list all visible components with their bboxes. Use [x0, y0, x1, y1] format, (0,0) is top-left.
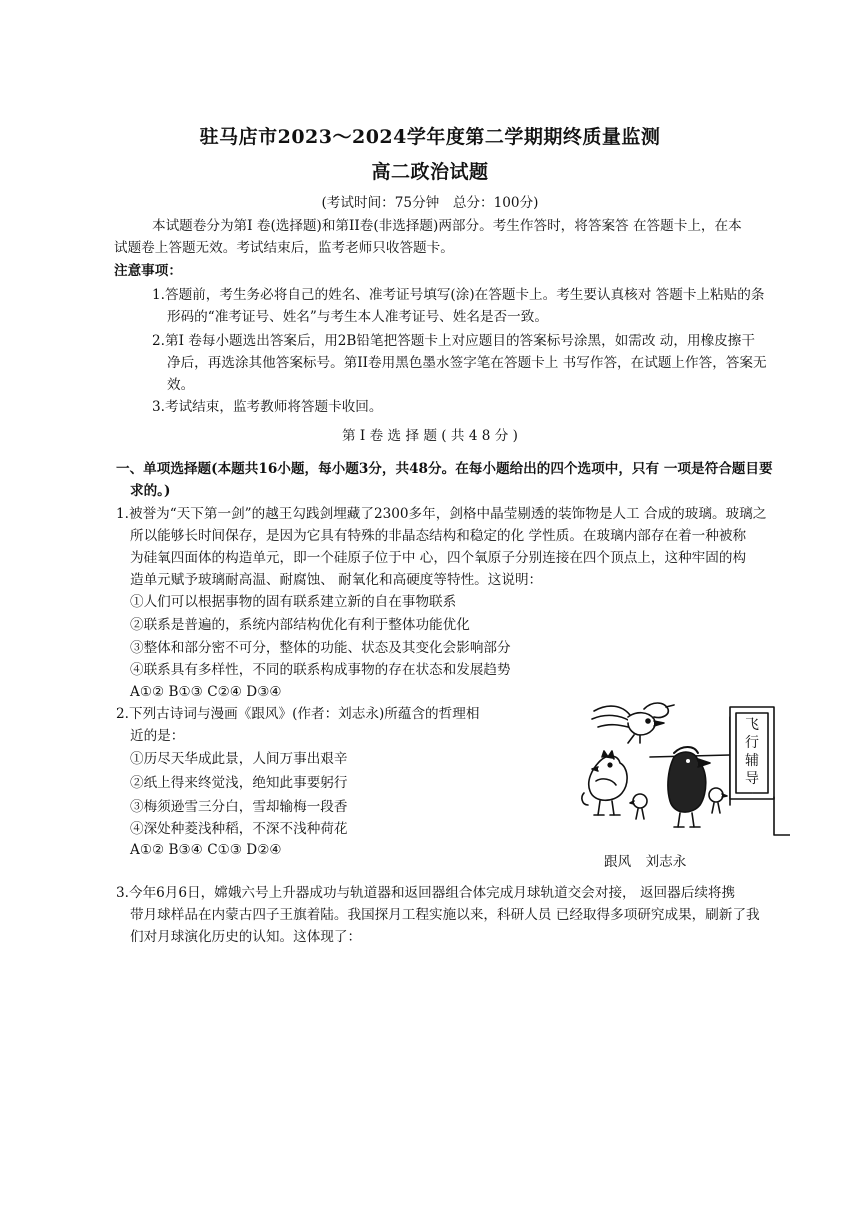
question-3-stem: 们对月球演化历史的认知。这体现了：	[130, 929, 362, 945]
question-2-option: ③梅须逊雪三分白，雪却输梅一段香	[130, 799, 348, 815]
note-item: 形码的“准考证号、姓名”与考生本人准考证号、姓名是否一致。	[167, 309, 548, 325]
question-1-option: ④联系具有多样性，不同的联系构成事物的存在状态和发展趋势	[130, 662, 511, 678]
section-title: 第 I 卷 选 择 题 ( 共 4 8 分 )	[342, 428, 518, 444]
intro-line: 本试题卷分为第I 卷(选择题)和第II卷(非选择题)两部分。考生作答时，将答案答 在答题卡上，在本	[152, 218, 742, 234]
notes-heading: 注意事项：	[114, 263, 182, 279]
question-3-stem: 3.今年6月6日，嫦娥六号上升器成功与轨道器和返回器组合体完成月球轨道交会对接， 返回器后续将携	[116, 885, 736, 901]
comic-caption-title: 跟风	[604, 854, 632, 870]
exam-title: 驻马店市2023～2024学年度第二学期期终质量监测	[199, 126, 661, 148]
exam-info: (考试时间：75分钟 总分：100分)	[321, 195, 539, 211]
question-2-stem: 2.下列古诗词与漫画《跟风》(作者：刘志永)所蕴含的哲理相	[116, 706, 480, 722]
note-item: 3.考试结束，监考教师将答题卡收回。	[152, 399, 383, 415]
comic-sign-text: 飞	[745, 717, 759, 733]
svg-text:行: 行	[745, 735, 759, 751]
exam-subtitle: 高二政治试题	[371, 161, 489, 183]
question-1-stem: 1.被誉为“天下第一剑”的越王勾践剑埋藏了2300多年，剑格中晶莹剔透的装饰物是人工 合成的玻璃。玻璃之	[116, 506, 767, 522]
svg-text:辅: 辅	[745, 753, 759, 769]
note-item: 净后，再选涂其他答案标号。第II卷用黑色墨水签字笔在答题卡上 书写作答，在试题上作答，答案无	[167, 355, 767, 371]
comic-caption-author: 刘志永	[645, 854, 687, 870]
question-1-stem: 为硅氧四面体的构造单元，即一个硅原子位于中 心，四个氧原子分别连接在四个顶点上，这种牢固的构	[130, 550, 747, 566]
question-2-stem: 近的是：	[130, 728, 185, 744]
intro-line: 试题卷上答题无效。考试结束后，监考老师只收答题卡。	[114, 240, 454, 256]
comic-caption	[604, 850, 686, 870]
question-2-option: ①历尽天华成此景，人间万事出艰辛	[130, 751, 348, 767]
note-item: 1.答题前，考生务必将自己的姓名、准考证号填写(涂)在答题卡上。考生要认真核对 答题卡上粘贴的条	[152, 287, 765, 303]
question-1-stem: 所以能够长时间保存，是因为它具有特殊的非晶态结构和稳定的化 学性质。在玻璃内部存在着一种被称	[130, 528, 747, 544]
note-item: 效。	[167, 377, 195, 393]
svg-text:导: 导	[745, 771, 759, 787]
question-2-option: ④深处种菱浅种稻，不深不浅种荷花	[130, 821, 348, 837]
section-instruction: 求的。)	[130, 483, 171, 499]
question-2-choices: A①② B③④ C①③ D②④	[130, 842, 282, 858]
question-1-stem: 造单元赋予玻璃耐高温、耐腐蚀、 耐氧化和高硬度等特性。这说明：	[130, 572, 543, 588]
note-item: 2.第I 卷每小题选出答案后，用2B铅笔把答题卡上对应题目的答案标号涂黑，如需改 动，用橡皮擦干	[152, 333, 755, 349]
question-1-option: ③整体和部分密不可分，整体的功能、状态及其变化会影响部分	[130, 640, 511, 656]
section-instruction: 一、单项选择题(本题共16小题，每小题3分，共48分。在每小题给出的四个选项中，只有 一项是符合题目要	[116, 461, 773, 477]
question-2-option: ②纸上得来终觉浅，绝知此事要躬行	[130, 775, 348, 791]
question-3-stem: 带月球样品在内蒙古四子王旗着陆。我国探月工程实施以来，科研人员 已经取得多项研究成果，刷新了我	[130, 907, 760, 923]
question-1-option: ①人们可以根据事物的固有联系建立新的自在事物联系	[130, 594, 457, 610]
question-1-option: ②联系是普遍的，系统内部结构优化有利于整体功能优化	[130, 617, 470, 633]
question-1-choices: A①② B①③ C②④ D③④	[130, 684, 282, 700]
comic-illustration	[578, 697, 790, 837]
